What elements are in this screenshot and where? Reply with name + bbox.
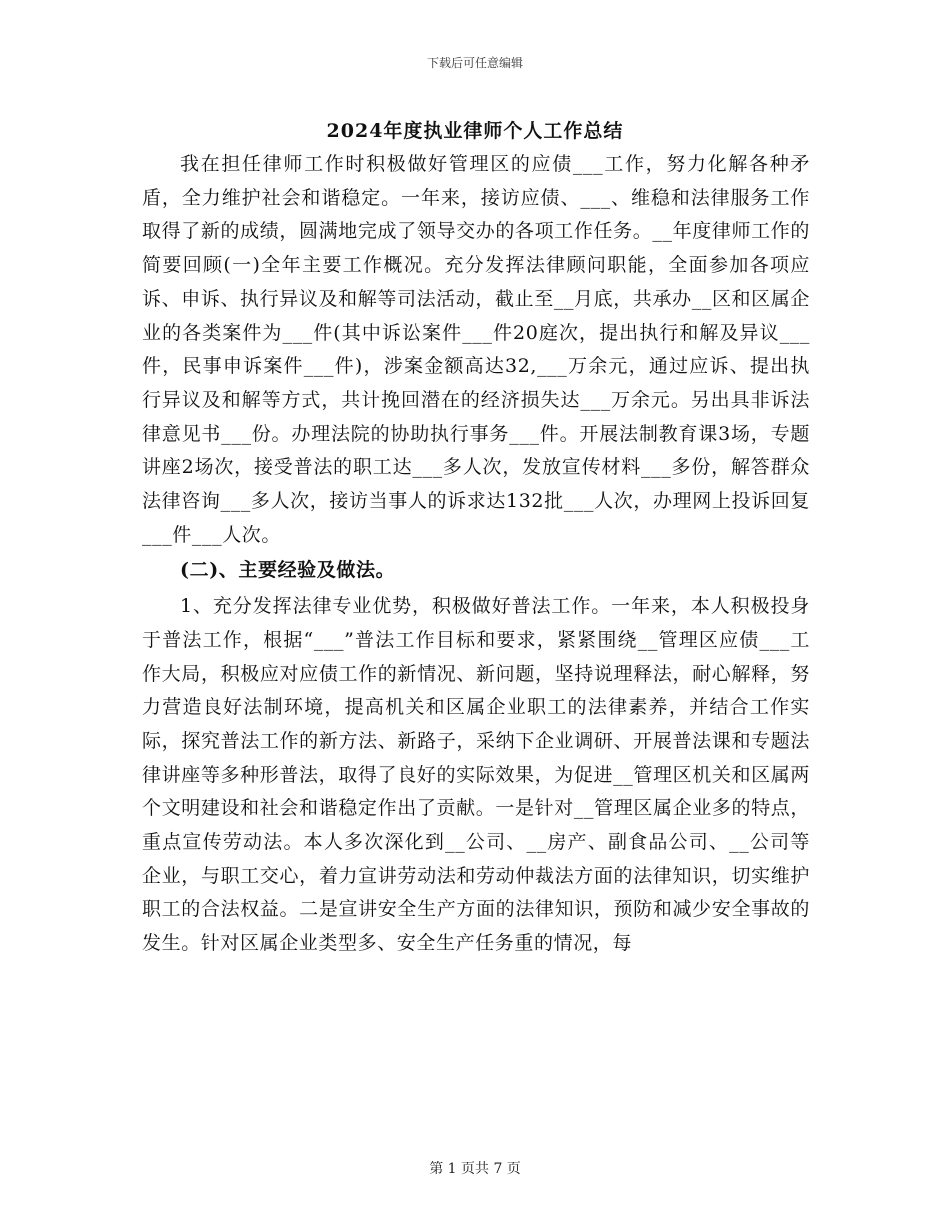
section-heading: (二)、主要经验及做法。 [180,559,396,582]
header-note: 下载后可任意编辑 [426,56,523,70]
document-body [142,148,810,961]
document-title: 2024年度执业律师个人工作总结 [326,120,624,142]
paragraph-summary: 我在担任律师工作时积极做好管理区的应债___工作，努力化解各种矛盾，全力维护社会和谐稳定。一年来，接访应债、___、维稳和法律服务工作取得了新的成绩，圆满地完成了领导交办的各项工作任务。__年度律师工作的简要回顾(一)全年主要工作概况。充分发挥法律顾问职能，全面参加各项应诉、申诉、执行异议及和解等司法活动，截止至__月底，共承办__区和区属企业的各类案件为___件(其中诉讼案件___件20庭次，提出执行和解及异议___件，民事申诉案件___件)，涉案金额高达32,___万余元，通过应诉、提出执行异议及和解等方式，共计挽回潜在的经济损失达___万余元。另出具非诉法律意见书___份。办理法院的协助执行事务___件。开展法制教育课3场，专题讲座2场次，接受普法的职工达___多人次，发放宣传材料___多份，解答群众法律咨询___多人次，接访当事人的诉求达132批___人次，办理网上投诉回复___件___人次。 [142,153,810,546]
page-number: 第 1 页共 7 页 [429,1161,521,1177]
paragraph-experience: 1、充分发挥法律专业优势，积极做好普法工作。一年来，本人积极投身于普法工作，根据“___”普法工作目标和要求，紧紧围绕__管理区应债___工作大局，积极应对应债工作的新情况、新问题，坚持说理释法，耐心解释，努力营造良好法制环境，提高机关和区属企业职工的法律素养，并结合工作实际，探究普法工作的新方法、新路子，采纳下企业调研、开展普法课和专题法律讲座等多种形普法，取得了良好的实际效果，为促进__管理区机关和区属两个文明建设和社会和谐稳定作出了贡献。一是针对__管理区属企业多的特点，重点宣传劳动法。本人多次深化到__公司、__房产、副食品公司、__公司等企业，与职工交心，着力宣讲劳动法和劳动仲裁法方面的法律知识，切实维护职工的合法权益。二是宣讲安全生产方面的法律知识，预防和减少安全事故的发生。针对区属企业类型多、安全生产任务重的情况，每 [142,595,810,955]
